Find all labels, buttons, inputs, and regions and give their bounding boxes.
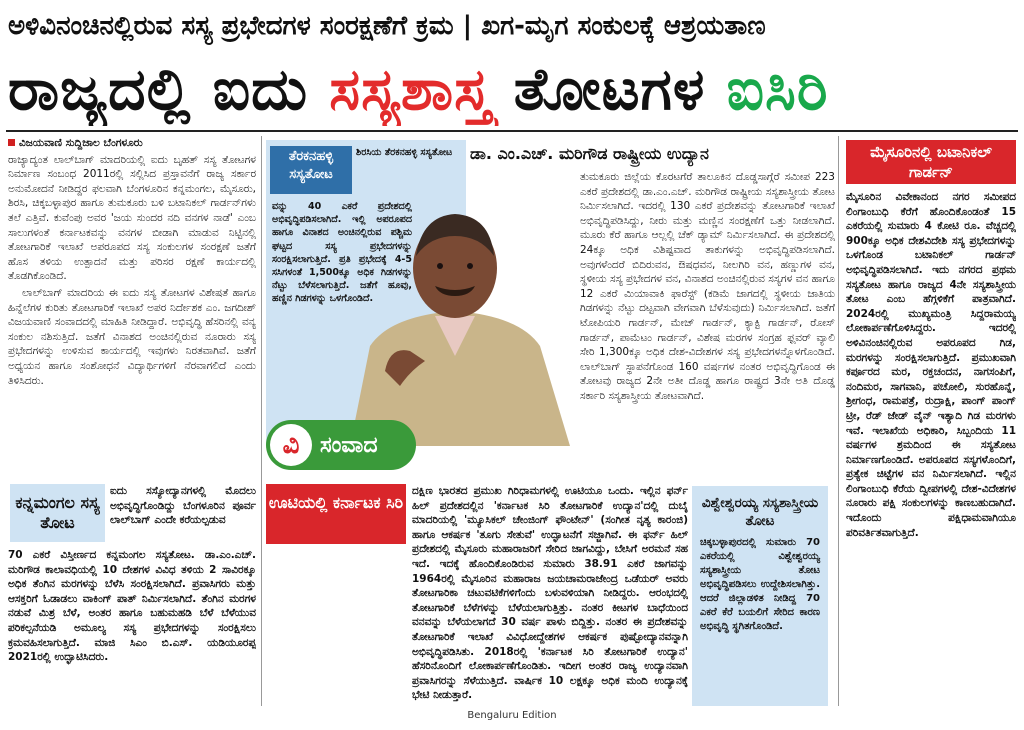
- headline: [8, 52, 1018, 126]
- headline-part1: ರಾಜ್ಯದಲ್ಲಿ ಐದು: [8, 55, 330, 123]
- terakanahalli-side: ಶಿರಸಿಯ ತೆರಕನಹಳ್ಳಿ ಸಸ್ಯತೋಟ: [356, 147, 453, 158]
- kannamangala-title-box: [10, 484, 105, 542]
- terakanahalli-body: ವನ್ನು 40 ಎಕರೆ ಪ್ರದೇಶದಲ್ಲಿ ಅಭಿವೃದ್ಧಿಪಡಿಸಲಾಗಿದೆ. ಇಲ್ಲಿ ಅಪರೂಪದ ಹಾಗೂ ವಿನಾಶದ ಅಂಚಿನಲ್ಲಿರುವ ಪಶ್ಚಿಮ ಘಟ್ಟದ ಸಸ್ಯ ಪ್ರಭೇದಗಳನ್ನು ಸಂರಕ್ಷಿಸಲಾಗುತ್ತಿದೆ. ಪ್ರತಿ ಪ್ರಭೇದಕ್ಕೆ 4-5 ಸಸಿಗಳಂತೆ 1,500ಕ್ಕೂ ಅಧಿಕ ಗಿಡಗಳನ್ನು ನೆಟ್ಟು ಬೆಳೆಸಲಾಗುತ್ತಿದೆ. ಜತೆಗೆ ಹೂವು, ಹಣ್ಣಿನ ಗಿಡಗಳನ್ನು ಒಳಗೊಂಡಿದೆ.: [272, 201, 412, 305]
- ooty-body: ದಕ್ಷಿಣ ಭಾರತದ ಪ್ರಮುಖ ಗಿರಿಧಾಮಗಳಲ್ಲಿ ಊಟಿಯೂ ಒಂದು. ಇಲ್ಲಿನ ಫರ್ನ್ ಹಿಲ್ ಪ್ರದೇಶದಲ್ಲಿನ 'ಕರ್ನಾಟಕ ಸಿರಿ ತೋಟಗಾರಿಕೆ ಉದ್ಯಾನ'ದಲ್ಲಿ ದುಬೈ ಮಾದರಿಯಲ್ಲಿ 'ಮ್ಯೂಸಿಕಲ್ ಚೇಂಜಿಂಗ್ ಫೌಂಟೇನ್' (ಸಂಗೀತ ನೃತ್ಯ ಕಾರಂಜಿ) ಹಾಗೂ ಆಕರ್ಷಕ 'ತೂಗು ಸೇತುವೆ' ಉದ್ಘಾಟನೆಗೆ ಸಜ್ಜಾಗಿವೆ. ಈ ಫರ್ನ್ ಹಿಲ್ ಪ್ರದೇಶದಲ್ಲಿ ಮೈಸೂರು ಮಹಾರಾಜರಿಗೆ ಸೇರಿದ ಜಾಗವಿದ್ದು, ಬೇಸಿಗೆ ಅರಮನೆ ಸಹ ಇದೆ. ಇದಕ್ಕೆ ಹೊಂದಿಕೊಂಡಿರುವ ಸುಮಾರು 38.91 ಎಕರೆ ಜಾಗವನ್ನು 1964ರಲ್ಲಿ ಮೈಸೂರಿನ ಮಹಾರಾಜ ಜಯಚಾಮರಾಜೇಂದ್ರ ಒಡೆಯರ್ ಅವರು ತೋಟಗಾರಿಕಾ ಚಟುವಟಿಕೆಗಳಿಗೆಂದು ಬಳುವಳಿಯಾಗಿ ನೀಡಿದ್ದರು. ಆರಂಭದಲ್ಲಿ ತೋಟಗಾರಿಕೆ ಬೆಳೆಗಳನ್ನು ಬೆಳೆಯಲಾಗುತ್ತಿತ್ತು. ನಂತರ ಕೀಟಗಳ ಬಾಧೆಯಿಂದ ವನವನ್ನು ಬೆಳೆಯಲಾಗದೆ 30 ವರ್ಷ ಪಾಳು ಬಿದ್ದಿತ್ತು. ನಂತರ ಈ ಪ್ರದೇಶವನ್ನು ತೋಟಗಾರಿಕೆ ಇಲಾಖೆ ವಿವಿಧೋದ್ದೇಶಗಳ ಆಕರ್ಷಕ ಪುಷ್ಪೋದ್ಯಾನವನ್ನಾಗಿ ಅಭಿವೃದ್ಧಿಪಡಿಸಿತು. 2018ರಲ್ಲಿ 'ಕರ್ನಾಟಕ ಸಿರಿ ತೋಟಗಾರಿಕೆ ಉದ್ಯಾನ' ಹೆಸರಿನೊಂದಿಗೆ ಲೋಕಾರ್ಪಣೆಗೊಂಡಿತು. ಇದೀಗ ಅಂತರ ರಾಜ್ಯ ಉದ್ಯಾನವಾಗಿ ಪ್ರವಾಸಿಗರನ್ನು ಸೆಳೆಯುತ್ತಿದೆ. ವಾರ್ಷಿಕ 10 ಲಕ್ಷಕ್ಕೂ ಅಧಿಕ ಮಂದಿ ಉದ್ಯಾನಕ್ಕೆ ಭೇಟಿ ನೀಡುತ್ತಾರೆ.: [412, 485, 688, 702]
- kicker: ಅಳಿವಿನಂಚಿನಲ್ಲಿರುವ ಸಸ್ಯ ಪ್ರಭೇದಗಳ ಸಂರಕ್ಷಣೆಗೆ ಕ್ರಮ | ಖಗ-ಮೃಗ ಸಂಕುಲಕ್ಕೆ ಆಶ್ರಯತಾಣ: [8, 11, 766, 41]
- ooty-title: ಊಟಿಯಲ್ಲಿ ಕರ್ನಾಟಕ ಸಿರಿ: [266, 484, 406, 544]
- samvada-logo-letter: ವಿ: [270, 424, 312, 466]
- kannamangala-side-text: ಐದು ಸಸ್ಯೋದ್ಯಾನಗಳಲ್ಲಿ ಮೊದಲು ಅಭಿವೃದ್ಧಿಗೊಂಡಿದ್ದು ಬೆಂಗಳೂರಿನ ಪೂರ್ವ ಲಾಲ್‌ಬಾಗ್ ಎಂದೇ ಕರೆಯಲ್ಪಡುವ: [110, 485, 256, 527]
- terakanahalli-title: ತೆರಕನಹಳ್ಳಿ ಸಸ್ಯತೋಟ: [270, 146, 352, 194]
- headline-part2: ಸಸ್ಯಶಾಸ್ತ್ರ: [329, 55, 493, 123]
- marigowda-body: ತುಮಕೂರು ಜಿಲ್ಲೆಯ ಕೊರಟಗೆರೆ ತಾಲೂಕಿನ ದೊಡ್ಡಸಾಗ್ಗೆರೆ ಸಮೀಪ 223 ಎಕರೆ ಪ್ರದೇಶದಲ್ಲಿ ಡಾ.ಎಂ.ಎಚ್. ಮರಿಗೌಡ ರಾಷ್ಟ್ರೀಯ ಸಸ್ಯಶಾಸ್ತ್ರೀಯ ತೋಟ ನಿರ್ಮಿಸಲಾಗಿದೆ. ಇದರಲ್ಲಿ 130 ಎಕರೆ ಪ್ರದೇಶವನ್ನು ತೋಟಗಾರಿಕೆ ಇಲಾಖೆ ಅಭಿವೃದ್ಧಿಪಡಿಸಿದ್ದು, ನೀರು ಮತ್ತು ಮಣ್ಣಿನ ಸಂರಕ್ಷಣೆಗೆ ಒತ್ತು ನೀಡಲಾಗಿದೆ. ಮೂರು ಕೆರೆ ಹಾಗೂ ಆಲ್ಲಲ್ಲಿ ಚೆಕ್ ಡ್ಯಾಮ್ ನಿರ್ಮಿಸಲಾಗಿದೆ. ಈ ಪ್ರದೇಶದಲ್ಲಿ 24ಕ್ಕೂ ಅಧಿಕ ವಿಶಿಷ್ಟವಾದ ತಾಕುಗಳನ್ನು ಅಭಿವೃದ್ಧಿಪಡಿಸಲಾಗಿದೆ. ಅವುಗಳೆಂದರೆ ಬಿದಿರುವನ, ಔಷಧವನ, ನೀಲಗಿರಿ ವನ, ಹಣ್ಣುಗಳ ವನ, ಸ್ಥಳೀಯ ಸಸ್ಯ ಪ್ರಭೇದಗಳ ವನ, ವಿನಾಶದ ಅಂಚಿನಲ್ಲಿರುವ ಸಸ್ಯಗಳ ವನ ಹಾಗೂ 12 ಎಕರೆ ಮಿಯಾವಾಕಿ ಫಾರೆಸ್ಟ್ (ಕಡಿಮೆ ಜಾಗದಲ್ಲಿ ಸ್ಥಳೀಯ ಜಾತಿಯ ಗಿಡಗಳನ್ನು ನೆಟ್ಟು ದಟ್ಟವಾಗಿ ವೇಗವಾಗಿ ಬೆಳೆಸುವುದು) ನಿರ್ಮಿಸಲಾಗಿದೆ. ಜತೆಗೆ ಟೋಪಿಯರಿ ಗಾರ್ಡನ್, ಮೇಜ್ ಗಾರ್ಡನ್, ಕ್ಯಾಕ್ಟಿ ಗಾರ್ಡನ್, ರೋಸ್ ಗಾರ್ಡನ್, ಪಾಮೆಟಂ ಗಾರ್ಡನ್, ವಿಶೇಷ ಮರಗಳ ಸಂಗ್ರಹ ಫ್ಲವರ್ ವ್ಯಾಲಿ ಸೇರಿ 1,300ಕ್ಕೂ ಅಧಿಕ ದೇಶ-ವಿದೇಶಗಳ ಸಸ್ಯ ಪ್ರಭೇದಗಳನ್ನೊಳಗೊಂಡಿದೆ. ಲಾಲ್‌ಬಾಗ್ ಸ್ಥಾಪನೆಗೊಂಡ 160 ವರ್ಷಗಳ ನಂತರ ಅಭಿವೃದ್ಧಿಗೊಂಡ ಈ ತೋಟವು ರಾಜ್ಯದ 2ನೇ ಅತೀ ದೊಡ್ಡ ಹಾಗೂ ರಾಷ್ಟ್ರದ 3ನೇ ಅತಿ ದೊಡ್ಡ ಸರ್ಕಾರಿ ಸಸ್ಯಶಾಸ್ತ್ರೀಯ ತೋಟವಾಗಿದೆ.: [580, 171, 835, 402]
- visvesvaraya-body: ಚಿಕ್ಕಬಳ್ಳಾಪುರದಲ್ಲಿ ಸುಮಾರು 70 ಎಕರೆಯಲ್ಲಿ ವಿಶ್ವೇಶ್ವರಯ್ಯ ಸಸ್ಯಶಾಸ್ತ್ರೀಯ ತೋಟ ಅಭಿವೃದ್ಧಿಪಡಿಸಲು ಉದ್ದೇಶಿಸಲಾಗಿತ್ತು. ಆದರೆ ಜಿಲ್ಲಾಡಳಿತ ನೀಡಿದ್ದ 70 ಎಕರೆ ಕೆರೆ ಬಯಲಿಗೆ ಸೇರಿದ ಕಾರಣ ಅಭಿವೃದ್ಧಿ ಸ್ಥಗಿತಗೊಂಡಿದೆ.: [700, 537, 820, 632]
- left-column: [8, 136, 256, 481]
- byline-text: ವಿಜಯವಾಣಿ ಸುದ್ದಿಜಾಲ ಬೆಂಗಳೂರು: [19, 137, 143, 149]
- column-divider-1: [261, 136, 262, 706]
- visvesvaraya-box: [692, 486, 828, 706]
- mysore-body: ಮೈಸೂರಿನ ವಿವೇಕಾನಂದ ನಗರ ಸಮೀಪದ ಲಿಂಗಾಂಬುಧಿ ಕೆರೆಗೆ ಹೊಂದಿಕೊಂಡಂತೆ 15 ಎಕರೆಯಲ್ಲಿ ಸುಮಾರು 4 ಕೋಟಿ ರೂ. ವೆಚ್ಚದಲ್ಲಿ 900ಕ್ಕೂ ಅಧಿಕ ದೇಶವಿದೇಶಿ ಸಸ್ಯ ಪ್ರಭೇದಗಳನ್ನು ಒಳಗೊಂಡ ಬಟಾನಿಕಲ್ ಗಾರ್ಡನ್ ಅಭಿವೃದ್ಧಿಪಡಿಸಲಾಗಿದೆ. ಇದು ನಗರದ ಪ್ರಥಮ ಸಸ್ಯತೋಟ ಹಾಗೂ ರಾಜ್ಯದ 4ನೇ ಸಸ್ಯಶಾಸ್ತ್ರೀಯ ತೋಟ ಎಂಬ ಹೆಗ್ಗಳಿಕೆಗೆ ಪಾತ್ರವಾಗಿದೆ. 2024ರಲ್ಲಿ ಮುಖ್ಯಮಂತ್ರಿ ಸಿದ್ದರಾಮಯ್ಯ ಲೋಕಾರ್ಪಣೆಗೊಳಿಸಿದ್ದರು. ಇದರಲ್ಲಿ ಅಳಿವಿನಂಚಿನಲ್ಲಿರುವ ಅಪರೂಪದ ಗಿಡ, ಮರಗಳನ್ನು ಸಂರಕ್ಷಿಸಲಾಗುತ್ತಿದೆ. ಪ್ರಮುಖವಾಗಿ ಕರ್ಪೂರದ ಮರ, ರಕ್ತಚಂದನ, ನಾಗಸಂಪಿಗೆ, ನಂದಿಮರ, ಸಾಗವಾನಿ, ಪಚೋಲಿ, ಸುರಹೊನ್ನೆ, ಶ್ರೀಗಂಧ, ರಾಮಪತ್ರೆ, ರುದ್ರಾಕ್ಷಿ, ಪಾಂಗ್ ಪಾಂಗ್ ಟ್ರೀ, ರೆಡ್ ಜೇಡ್ ವೈನ್ ಇತ್ಯಾದಿ ಗಿಡ ಮರಗಳು ಇವೆ. ಇಲಾಖೆಯ ಅಧಿಕಾರಿ, ಸಿಬ್ಬಂದಿಯ 11 ವರ್ಷಗಳ ಶ್ರಮದಿಂದ ಈ ಸಸ್ಯತೋಟ ನಿರ್ಮಾಣಗೊಂಡಿದೆ. ಅಪರೂಪದ ಸಸ್ಯಗಳೊಂದಿಗೆ, ಪ್ರತ್ಯೇಕ ಚಿಟ್ಟೆಗಳ ವನ ನಿರ್ಮಿಸಲಾಗಿದೆ. ಇಲ್ಲಿನ ಲಿಂಗಾಂಬುಧಿ ಕೆರೆಯ ದ್ವೀಪಗಳಲ್ಲಿ ದೇಶ-ವಿದೇಶಗಳ ನೂರಾರು ಪಕ್ಷಿ ಸಂಕುಲಗಳನ್ನು ಕಾಣಬಹುದಾಗಿದೆ. ಇದೊಂದು ಪಕ್ಷಿಧಾಮವಾಗಿಯೂ ಪರಿವರ್ತಿತವಾಗುತ್ತಿದೆ.: [846, 191, 1016, 539]
- samvada-logo: [266, 420, 416, 470]
- left-paragraph-2: ಲಾಲ್‌ಬಾಗ್ ಮಾದರಿಯ ಈ ಐದು ಸಸ್ಯ ತೋಟಗಳ ವಿಶೇಷತೆ ಹಾಗೂ ಹಿನ್ನೆಲೆಗಳ ಕುರಿತು ತೋಟಗಾರಿಕೆ ಇಲಾಖೆ ಅಪರ ನಿರ್ದೇಶಕ ಎಂ. ಜಗದೀಶ್ ವಿಜಯವಾಣಿ ಸಂವಾದದಲ್ಲಿ ಮಾಹಿತಿ ನೀಡಿದ್ದಾರೆ. ಅಭಿವೃದ್ಧಿ ಹೆಸರಿನಲ್ಲಿ ವನ್ಯ ಸಂಕುಲ ನಶಿಸುತ್ತಿದೆ. ಜತೆಗೆ ವಿನಾಶದ ಅಂಚಿನಲ್ಲಿರುವ ನೂರಾರು ಸಸ್ಯ ಪ್ರಭೇದಗಳನ್ನು ಉಳಿಸುವ ಕಾರ್ಯದಲ್ಲಿ ಇವುಗಳು ನಿರತವಾಗಿವೆ. ಜತೆಗೆ ಅಧ್ಯಯನ ಹಾಗೂ ಸಂಶೋಧನೆ ವಿದ್ಯಾರ್ಥಿಗಳಿಗೆ ನೆರವಾಗಲಿದೆ ಎಂದು ತಿಳಿಸಿದರು.: [8, 286, 256, 387]
- headline-part4: ಐಸಿರಿ: [726, 55, 829, 123]
- headline-part3: ತೋಟಗಳ: [492, 55, 727, 123]
- headline-rule: [6, 130, 1018, 132]
- kannamangala-title: ಕನ್ನಮಂಗಲ ಸಸ್ಯ ತೋಟ: [15, 493, 100, 532]
- bullet-square-icon: [8, 139, 15, 146]
- samvada-logo-word: ಸಂವಾದ: [320, 432, 378, 458]
- column-divider-2: [838, 136, 839, 706]
- kannamangala-body: 70 ಎಕರೆ ವಿಸ್ತೀರ್ಣದ ಕನ್ನಮಂಗಲ ಸಸ್ಯತೋಟ. ಡಾ.ಎಂ.ಎಚ್. ಮರಿಗೌಡ ಕಾಲಾವಧಿಯಲ್ಲಿ 10 ದೇಶಗಳ ವಿವಿಧ ತಳಿಯ 2 ಸಾವಿರಕ್ಕೂ ಅಧಿಕ ತೆಂಗಿನ ಮರಗಳನ್ನು ಬೆಳೆಸಿ ಸಂರಕ್ಷಿಸಲಾಗಿದೆ. ಪ್ರವಾಸಿಗರು ಮತ್ತು ಆಸಕ್ತರಿಗೆ ಓಡಾಡಲು ವಾಕಿಂಗ್ ಪಾತ್ ನಿರ್ಮಿಸಲಾಗಿದೆ. ತೆಂಗಿನ ಮರಗಳ ನಡುವೆ ಮಿಶ್ರ ಬೆಳೆ, ಅಂತರ ಹಾಗೂ ಬಹುಮಹಡಿ ಬೆಳೆ ಬೆಳೆಯುವ ಪರಿಕಲ್ಪನೆಯಡಿ ಅಮೂಲ್ಯ ಸಸ್ಯ ಪ್ರಭೇದಗಳನ್ನು ಸಂರಕ್ಷಿಸಲು ಕ್ರಮವಹಿಸಲಾಗುತ್ತಿದೆ. ಮಾಜಿ ಸಿಎಂ ಬಿ.ಎಸ್. ಯಡಿಯೂರಪ್ಪ 2021ರಲ್ಲಿ ಉದ್ಘಾಟಿಸಿದರು.: [8, 549, 256, 664]
- mysore-title: ಮೈಸೂರಿನಲ್ಲಿ ಬಟಾನಿಕಲ್ ಗಾರ್ಡನ್: [846, 140, 1016, 184]
- speaker-illustration: [330, 196, 580, 446]
- byline: [8, 136, 256, 151]
- marigowda-title: ಡಾ. ಎಂ.ಎಚ್. ಮರಿಗೌಡ ರಾಷ್ಟ್ರೀಯ ಉದ್ಯಾನ: [470, 144, 709, 163]
- edition-footer: Bengaluru Edition: [467, 710, 557, 721]
- left-paragraph-1: ರಾಜ್ಯಾದ್ಯಂತ ಲಾಲ್‌ಬಾಗ್ ಮಾದರಿಯಲ್ಲಿ ಐದು ಬೃಹತ್ ಸಸ್ಯ ತೋಟಗಳ ನಿರ್ಮಾಣ ಸಂಬಂಧ 2011ರಲ್ಲಿ ಸಲ್ಲಿಸಿದ ಪ್ರಸ್ತಾವನೆಗೆ ರಾಜ್ಯ ಸರ್ಕಾರ ಅನುಮೋದನೆ ನೀಡಿದ್ದರ ಫಲವಾಗಿ ಬೆಂಗಳೂರಿನ ಕನ್ನಮಂಗಲ, ಮೈಸೂರು, ಶಿರಸಿ, ಚಿಕ್ಕಬಳ್ಳಾಪುರ ಹಾಗೂ ತುಮಕೂರು ಬಳಿ ಬಟಾನಿಕಲ್ ಗಾರ್ಡನ್‌ಗಳು ತಲೆ ಎತ್ತಿವೆ. ಕುವೆಂಪು ಅವರ 'ಜಯ ಸುಂದರ ನದಿ ವನಗಳ ನಾಡೆ' ಎಂಬ ಸಾಲುಗಳಂತೆ ಕರ್ನಾಟಕವನ್ನು ವನಗಳ ಬೀಡಾಗಿ ಮಾಡುವ ನಿಟ್ಟಿನಲ್ಲಿ ತೋಟಗಾರಿಕೆ ಇಲಾಖೆ ಅಪರೂಪದ ಸಸ್ಯ ಸಂಕುಲಗಳ ಸಂರಕ್ಷಣೆ ಜತೆಗೆ ಹೊಸ ತಳಿಯ ಉತ್ಪಾದನೆ ಮತ್ತು ಪರಿಸರ ರಕ್ಷಣೆ ಕಾರ್ಯದಲ್ಲಿ ತೊಡಗಿಕೊಂಡಿದೆ.: [8, 153, 256, 283]
- speaker-photo: [330, 196, 580, 446]
- visvesvaraya-title: ವಿಶ್ವೇಶ್ವರಯ್ಯ ಸಸ್ಯಶಾಸ್ತ್ರೀಯ ತೋಟ: [701, 495, 819, 529]
